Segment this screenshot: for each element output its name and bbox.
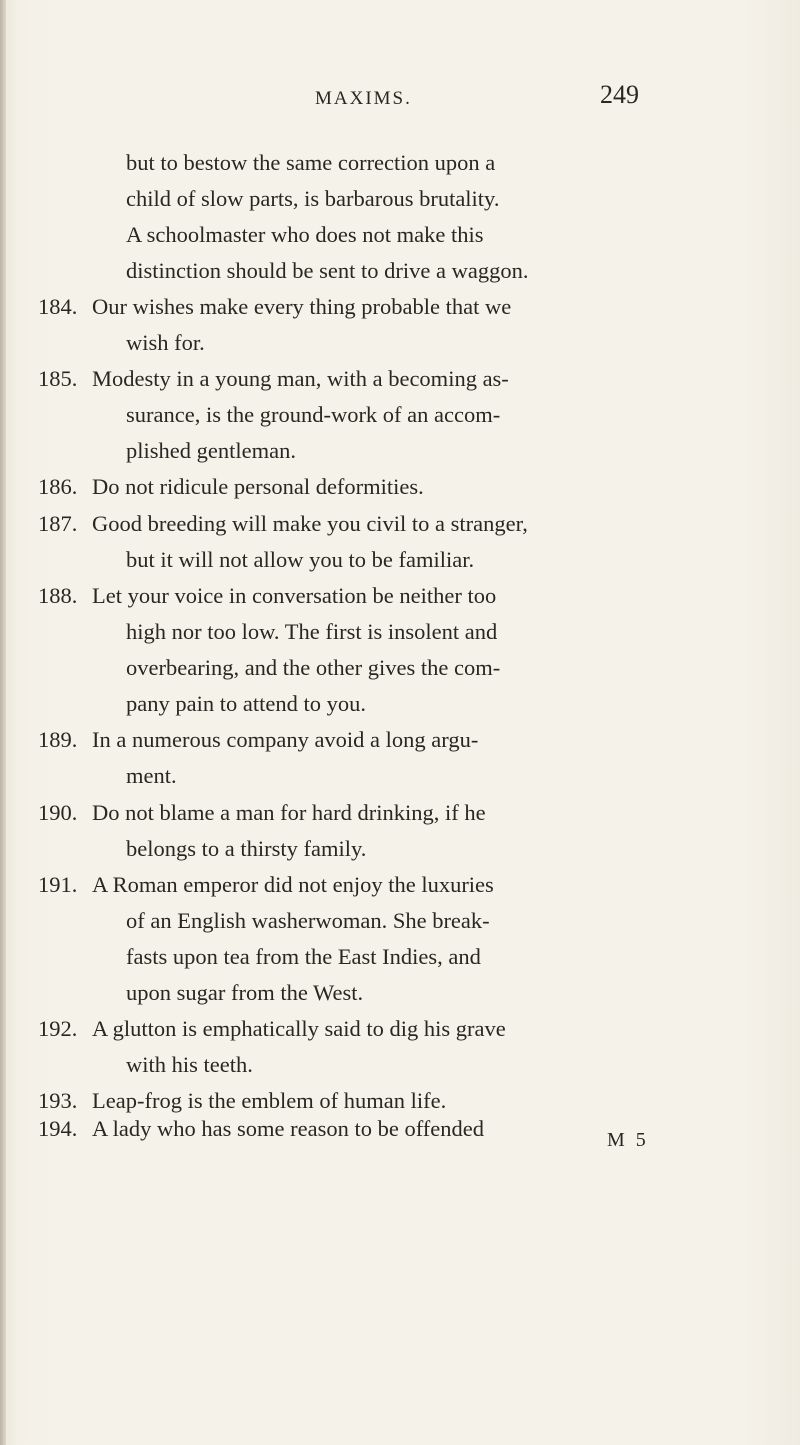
running-head: MAXIMS. (315, 88, 412, 109)
text-line: A glutton is emphatically said to dig his grave (92, 1016, 506, 1041)
text-line: A Roman emperor did not enjoy the luxuries (92, 872, 494, 897)
maxim-number: 193. (38, 1088, 78, 1113)
text-line: Our wishes make every thing probable that we (92, 294, 512, 319)
text-line: surance, is the ground-work of an accom- (126, 402, 501, 427)
text-line: Do not blame a man for hard drinking, if he (92, 800, 486, 825)
maxim-number: 192. (38, 1016, 78, 1041)
text-line: A schoolmaster who does not make this (126, 222, 484, 247)
text-line: Leap-frog is the emblem of human life. (92, 1088, 447, 1113)
text-line: Modesty in a young man, with a becoming as- (92, 366, 509, 391)
maxim-number: 186. (38, 474, 78, 499)
text-line: overbearing, and the other gives the com- (126, 655, 501, 680)
maxim-number: 190. (38, 800, 78, 825)
text-line: wish for. (126, 330, 205, 355)
maxim-number: 185. (38, 366, 78, 391)
maxim-number: 187. (38, 511, 78, 536)
signature-mark: M 5 (607, 1129, 649, 1151)
text-line: Let your voice in conversation be neither too (92, 583, 497, 608)
maxim-number: 191. (38, 872, 78, 897)
maxim-number: 194. (38, 1116, 78, 1141)
text-line: Good breeding will make you civil to a stranger, (92, 511, 528, 536)
text-line: pany pain to attend to you. (126, 691, 366, 716)
text-line: belongs to a thirsty family. (126, 836, 367, 861)
text-line: plished gentleman. (126, 438, 296, 463)
maxim-number: 189. (38, 727, 78, 752)
text-line: but it will not allow you to be familiar. (126, 547, 475, 572)
text-line: A lady who has some reason to be offended (92, 1116, 484, 1141)
text-line: child of slow parts, is barbarous brutality. (126, 186, 500, 211)
text-line: Do not ridicule personal deformities. (92, 474, 424, 499)
text-line: high nor too low. The first is insolent and (126, 619, 498, 644)
text-line: distinction should be sent to drive a waggon. (126, 258, 529, 283)
maxim-number: 188. (38, 583, 78, 608)
text-line: ment. (126, 763, 177, 788)
binding-edge (0, 0, 6, 1445)
text-line: upon sugar from the West. (126, 980, 364, 1005)
page-number: 249 (600, 80, 639, 109)
text-line: of an English washerwoman. She break- (126, 908, 490, 933)
text-line: with his teeth. (126, 1052, 253, 1077)
text-line: In a numerous company avoid a long argu- (92, 727, 479, 752)
text-line: but to bestow the same correction upon a (126, 150, 496, 175)
text-line: fasts upon tea from the East Indies, and (126, 944, 481, 969)
maxim-number: 184. (38, 294, 78, 319)
